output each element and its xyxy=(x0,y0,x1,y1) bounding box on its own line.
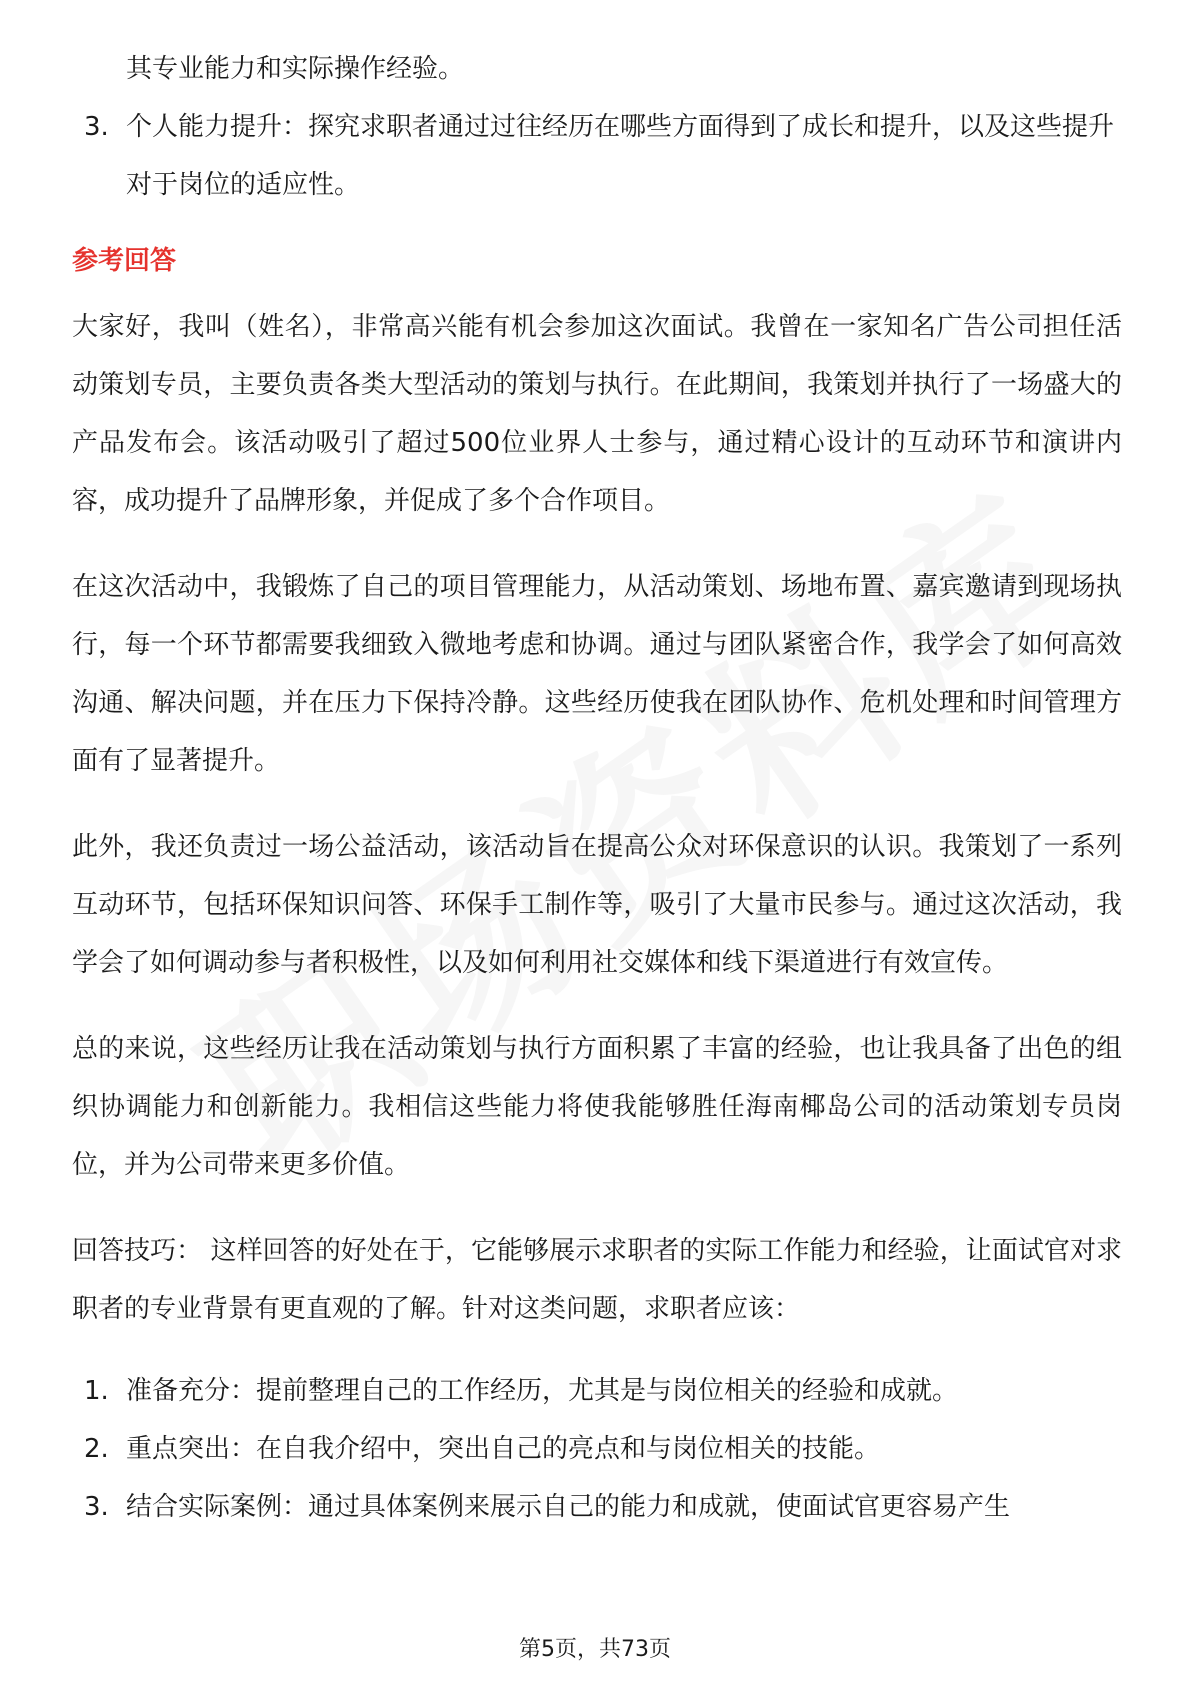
list-item xyxy=(72,98,1122,214)
list-item-text: 准备充分：提前整理自己的工作经历，尤其是与岗位相关的经验和成就。 xyxy=(126,1376,959,1406)
page-content xyxy=(72,40,1122,1536)
intro-list xyxy=(72,98,1122,214)
answer-paragraph: 在这次活动中，我锻炼了自己的项目管理能力，从活动策划、场地布置、嘉宾邀请到现场执行，每一个环节都需要我细致入微地考虑和协调。通过与团队紧密合作，我学会了如何高效沟通、解决问题，并在压力下保持冷静。这些经历使我在团队协作、危机处理和时间管理方面有了显著提升。 xyxy=(72,572,1122,776)
list-item xyxy=(72,1362,1122,1420)
tips-list xyxy=(72,1362,1122,1536)
answer-paragraph: 大家好，我叫（姓名），非常高兴能有机会参加这次面试。我曾在一家知名广告公司担任活动策划专员，主要负责各类大型活动的策划与执行。在此期间，我策划并执行了一场盛大的产品发布会。该活动吸引了超过500位业界人士参与，通过精心设计的互动环节和演讲内容，成功提升了品牌形象，并促成了多个合作项目。 xyxy=(72,312,1122,516)
answer-paragraph: 此外，我还负责过一场公益活动，该活动旨在提高公众对环保意识的认识。我策划了一系列互动环节，包括环保知识问答、环保手工制作等，吸引了大量市民参与。通过这次活动，我学会了如何调动参与者积极性，以及如何利用社交媒体和线下渠道进行有效宣传。 xyxy=(72,832,1122,978)
answer-paragraph: 总的来说，这些经历让我在活动策划与执行方面积累了丰富的经验，也让我具备了出色的组织协调能力和创新能力。我相信这些能力将使我能够胜任海南椰岛公司的活动策划专员岗位，并为公司带来更多价值。 xyxy=(72,1034,1122,1180)
section-heading-reference-answer: 参考回答 xyxy=(72,246,177,276)
list-item xyxy=(72,1420,1122,1478)
list-item xyxy=(72,1478,1122,1536)
page-number-footer: 第5页，共73页 xyxy=(519,1637,671,1662)
list-number: 3. xyxy=(84,1492,109,1522)
list-item-text: 个人能力提升：探究求职者通过过往经历在哪些方面得到了成长和提升，以及这些提升对于岗位的适应性。 xyxy=(126,112,1115,200)
list-item-text: 重点突出：在自我介绍中，突出自己的亮点和与岗位相关的技能。 xyxy=(126,1434,881,1464)
list-number: 2. xyxy=(84,1434,109,1464)
list-number: 3. xyxy=(84,112,109,142)
list-number: 1. xyxy=(84,1376,109,1406)
list-item-text: 结合实际案例：通过具体案例来展示自己的能力和成就，使面试官更容易产生 xyxy=(126,1492,1011,1522)
tips-paragraph: 回答技巧： 这样回答的好处在于，它能够展示求职者的实际工作能力和经验，让面试官对求职者的专业背景有更直观的了解。针对这类问题，求职者应该： xyxy=(72,1236,1122,1324)
list-item-continuation: 其专业能力和实际操作经验。 xyxy=(126,54,465,84)
